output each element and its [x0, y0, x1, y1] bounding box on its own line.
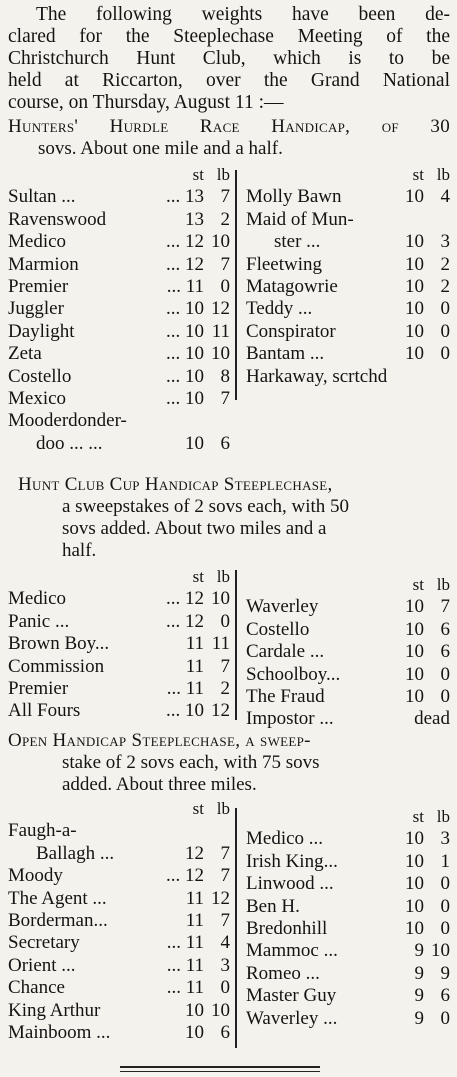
column-header	[8, 566, 230, 588]
entry-row	[246, 873, 450, 895]
horse-name: Chance	[8, 977, 65, 999]
lb-header: lb	[436, 165, 450, 184]
horse-name: Waverley ...	[246, 1007, 338, 1029]
weight-st: ... 12	[166, 588, 204, 610]
intro-line: Christchurch Hunt Club, which is to be	[8, 48, 450, 69]
weight-st: ... 12	[166, 231, 204, 253]
weight-st: ... 11	[166, 932, 204, 954]
weight-st: ... 12	[166, 865, 204, 887]
weight-lb: 12	[211, 298, 230, 320]
lb-header: lb	[436, 575, 450, 594]
lb-header: lb	[216, 165, 230, 184]
race-2-title	[8, 474, 450, 562]
weight-st: 11	[185, 633, 204, 655]
weight-lb: 10	[431, 940, 450, 962]
horse-name: Linwood ...	[246, 873, 334, 895]
weight-st: 12	[185, 842, 204, 864]
weight-lb: 2	[440, 253, 450, 275]
horse-name: Premier	[8, 677, 69, 699]
weight-st: 10	[405, 231, 424, 253]
weight-st: ... 12	[166, 253, 204, 275]
weight-lb: 0	[440, 685, 450, 707]
weight-st: 9	[414, 940, 424, 962]
column-divider	[235, 808, 237, 1048]
weight-st: 10	[405, 298, 424, 320]
column-divider	[235, 170, 237, 400]
horse-name: Costello	[8, 365, 72, 387]
horse-name: Mooderdonder-	[8, 410, 127, 432]
weight-lb: 8	[220, 365, 230, 387]
weight-lb: 11	[211, 633, 230, 655]
race-2-right-column	[246, 574, 450, 731]
weight-st: ... 11	[166, 677, 204, 699]
weight-st: ... 13	[166, 186, 204, 208]
entry-row	[246, 686, 450, 708]
st-header: st	[192, 165, 204, 184]
horse-name: Teddy ...	[246, 298, 313, 320]
weight-st: 9	[414, 962, 424, 984]
entry-row	[8, 910, 230, 932]
weight-lb: 7	[220, 387, 230, 409]
entry-row	[246, 231, 450, 253]
entry-row	[246, 896, 450, 918]
weight-st: ... 11	[166, 977, 204, 999]
weight-lb: 0	[440, 1007, 450, 1029]
entry-row	[8, 366, 230, 388]
horse-name: Moody	[8, 865, 63, 887]
weight-lb: dead	[414, 708, 450, 730]
horse-name: Molly Bawn	[246, 186, 342, 208]
horse-name: The Agent ...	[8, 887, 107, 909]
intro-paragraph	[8, 4, 450, 114]
weight-lb: 7	[220, 909, 230, 931]
entry-row	[8, 209, 230, 231]
horse-name: Daylight	[8, 320, 75, 342]
entry-row	[8, 433, 230, 455]
horse-name: Medico	[8, 588, 67, 610]
weight-st: ... 11	[166, 275, 204, 297]
horse-name: Borderman...	[8, 909, 108, 931]
entry-row	[8, 820, 230, 842]
lb-header: lb	[436, 807, 450, 826]
entry-row	[246, 276, 450, 298]
weight-lb: 9	[440, 962, 450, 984]
race-1-title	[8, 116, 450, 160]
weight-st: ... 11	[166, 954, 204, 976]
horse-name: Ballagh ...	[36, 842, 115, 864]
weight-lb: 4	[440, 186, 450, 208]
horse-name: Costello	[246, 618, 310, 640]
weight-lb: 0	[440, 873, 450, 895]
weight-lb: 7	[220, 842, 230, 864]
weight-st: 10	[405, 641, 424, 663]
entry-row	[8, 321, 230, 343]
horse-name: Zeta	[8, 343, 42, 365]
race-title-line: sovs. About one mile and a half.	[38, 138, 283, 159]
horse-name: Bredonhill	[246, 917, 328, 939]
weight-st: 10	[185, 999, 204, 1021]
entry-row	[8, 254, 230, 276]
horse-name: Medico ...	[246, 828, 324, 850]
weight-lb: 2	[220, 208, 230, 230]
race-title-line: sovs added. About two miles and a	[62, 518, 327, 539]
intro-line: held at Riccarton, over the Grand National	[8, 70, 450, 91]
entry-row	[8, 1022, 230, 1044]
weight-lb: 2	[440, 275, 450, 297]
weight-lb: 12	[211, 887, 230, 909]
lb-header: lb	[216, 567, 230, 586]
weight-st: ... 10	[166, 700, 204, 722]
race-3-right-column	[246, 806, 450, 1030]
entry-row	[8, 611, 230, 633]
horse-name-cont: doo ... ...	[36, 432, 103, 454]
weight-lb: 11	[211, 320, 230, 342]
horse-name: Mainboom ...	[8, 1021, 111, 1043]
horse-name: Ravenswood	[8, 208, 107, 230]
weight-lb: 7	[220, 186, 230, 208]
closing-rule	[120, 1066, 320, 1068]
weight-lb: 0	[440, 298, 450, 320]
horse-name: Orient ...	[8, 954, 76, 976]
race-2-left-column	[8, 566, 230, 723]
weight-lb: 6	[440, 641, 450, 663]
horse-name: Schoolboy...	[246, 663, 341, 685]
st-header: st	[192, 799, 204, 818]
horse-name: Secretary	[8, 932, 80, 954]
horse-name: Master Guy	[246, 985, 337, 1007]
st-header: st	[192, 567, 204, 586]
horse-name: Waverley	[246, 596, 319, 618]
weight-st: ... 12	[166, 610, 204, 632]
entry-row	[246, 918, 450, 940]
entry-row	[8, 231, 230, 253]
entry-row	[8, 932, 230, 954]
entry-row	[8, 186, 230, 208]
race-3-title	[8, 730, 450, 796]
entry-row	[8, 633, 230, 655]
column-header	[8, 164, 230, 186]
horse-name: Bantam ...	[246, 343, 325, 365]
weight-st: 10	[405, 850, 424, 872]
weight-lb: 0	[220, 610, 230, 632]
weight-st: 9	[414, 985, 424, 1007]
entry-row-wrap	[8, 410, 230, 432]
weight-st: 10	[405, 275, 424, 297]
race-title-line: Hunters' Hurdle Race Handicap, of 30	[8, 116, 450, 137]
horse-name: Conspirator	[246, 320, 336, 342]
column-header	[246, 806, 450, 828]
entry-row	[246, 343, 450, 365]
weight-st: 11	[185, 655, 204, 677]
race-title-line: stake of 2 sovs each, with 75 sovs	[62, 752, 320, 773]
horse-name: ster ...	[274, 231, 321, 253]
weight-st: 10	[185, 1021, 204, 1043]
intro-line: The following weights have been de-	[36, 4, 450, 25]
weight-lb: 3	[440, 231, 450, 253]
weight-lb: 10	[211, 343, 230, 365]
race-3-left-column	[8, 798, 230, 1044]
entry-row	[246, 209, 450, 231]
weight-lb: 7	[220, 655, 230, 677]
race-title-line: Hunt Club Cup Handicap Steeplechase,	[18, 474, 333, 495]
column-header	[8, 798, 230, 820]
entry-row	[246, 186, 450, 208]
horse-name: Brown Boy...	[8, 633, 110, 655]
weight-lb: 2	[220, 677, 230, 699]
horse-name: Medico	[8, 231, 67, 253]
entry-row	[246, 963, 450, 985]
weight-lb: 10	[211, 231, 230, 253]
lb-header: lb	[216, 799, 230, 818]
intro-line: course, on Thursday, August 11 :—	[8, 92, 284, 113]
st-header: st	[412, 165, 424, 184]
entry-row	[8, 977, 230, 999]
weight-lb: 3	[440, 828, 450, 850]
horse-name: Maid of Mun-	[246, 208, 354, 230]
weight-st: 10	[405, 663, 424, 685]
weight-st: 10	[405, 618, 424, 640]
weight-st: ... 10	[166, 298, 204, 320]
weight-lb: 0	[220, 977, 230, 999]
weight-st: 10	[185, 432, 204, 454]
weight-st: ... 10	[166, 365, 204, 387]
entry-row	[8, 955, 230, 977]
weight-st: 10	[405, 186, 424, 208]
horse-name: Marmion	[8, 253, 79, 275]
closing-rule-thin	[120, 1071, 320, 1072]
horse-name: Fleetwing	[246, 253, 322, 275]
entry-row	[8, 388, 230, 410]
weight-lb: 0	[440, 895, 450, 917]
horse-name: Commission	[8, 655, 105, 677]
entry-row	[246, 321, 450, 343]
weight-lb: 0	[440, 663, 450, 685]
weight-lb: 1	[440, 850, 450, 872]
entry-row	[246, 298, 450, 320]
race-1-left-column	[8, 164, 230, 455]
weight-lb: 6	[440, 618, 450, 640]
race-title-line: a sweepstakes of 2 sovs each, with 50	[62, 496, 350, 517]
weight-lb: 0	[440, 917, 450, 939]
entry-row	[246, 708, 450, 730]
weight-st: 10	[405, 253, 424, 275]
entry-row	[246, 828, 450, 850]
entry-row	[246, 940, 450, 962]
horse-name: King Arthur	[8, 999, 101, 1021]
weight-st: ... 10	[166, 343, 204, 365]
horse-name: Faugh-a-	[8, 820, 77, 842]
weight-st: 10	[405, 873, 424, 895]
weight-lb: 4	[220, 932, 230, 954]
weight-lb: 3	[220, 954, 230, 976]
horse-name: All Fours	[8, 700, 81, 722]
column-header	[246, 164, 450, 186]
weight-st: 10	[405, 828, 424, 850]
weight-lb: 0	[440, 343, 450, 365]
weight-lb: 0	[220, 275, 230, 297]
entry-row	[8, 656, 230, 678]
entry-row	[8, 888, 230, 910]
race-title-line: Open Handicap Steeplechase, a sweep-	[8, 730, 311, 751]
entry-row	[8, 678, 230, 700]
horse-name: Sultan ...	[8, 186, 76, 208]
entry-row	[246, 664, 450, 686]
weight-lb: 6	[440, 985, 450, 1007]
horse-name: Matagowrie	[246, 275, 338, 297]
entry-row	[246, 619, 450, 641]
entry-row	[8, 276, 230, 298]
weight-lb: 7	[220, 865, 230, 887]
weight-lb: 0	[440, 320, 450, 342]
horse-name: Impostor ...	[246, 708, 334, 730]
entry-row	[8, 700, 230, 722]
horse-name: Panic ...	[8, 610, 70, 632]
entry-row	[8, 1000, 230, 1022]
weight-st: 10	[405, 917, 424, 939]
horse-name: Irish King...	[246, 850, 338, 872]
entry-row	[246, 366, 450, 388]
weight-st: 10	[405, 685, 424, 707]
weight-st: 10	[405, 895, 424, 917]
weight-lb: 6	[220, 1021, 230, 1043]
weight-st	[398, 209, 424, 231]
weight-lb: 7	[220, 253, 230, 275]
horse-name: The Fraud	[246, 685, 325, 707]
entry-row	[246, 254, 450, 276]
weight-st: 11	[185, 909, 204, 931]
weight-lb: 7	[440, 596, 450, 618]
entry-row	[246, 641, 450, 663]
weight-st: 10	[405, 320, 424, 342]
column-header	[246, 574, 450, 596]
horse-name: Juggler	[8, 298, 64, 320]
entry-row	[246, 851, 450, 873]
race-title-line: half.	[62, 540, 97, 561]
entry-row	[246, 596, 450, 618]
weight-st: 9	[414, 1007, 424, 1029]
horse-name: Romeo ...	[246, 962, 320, 984]
entry-row	[8, 343, 230, 365]
weight-st: 11	[185, 887, 204, 909]
weight-st: ... 10	[166, 320, 204, 342]
weight-st: 10	[405, 596, 424, 618]
weight-lb: 10	[211, 588, 230, 610]
weight-lb	[424, 209, 450, 231]
entry-row	[8, 588, 230, 610]
horse-name: Ben H.	[246, 895, 300, 917]
entry-row	[246, 985, 450, 1007]
entry-row	[8, 843, 230, 865]
horse-name: Premier	[8, 275, 69, 297]
weight-lb: 10	[211, 999, 230, 1021]
intro-line: clared for the Steeplechase Meeting of the	[8, 26, 450, 47]
entry-row	[8, 298, 230, 320]
weight-lb: 6	[220, 432, 230, 454]
st-header: st	[412, 575, 424, 594]
horse-name: Mexico	[8, 387, 67, 409]
horse-name: Cardale ...	[246, 641, 325, 663]
entry-row	[246, 1008, 450, 1030]
weight-st: ... 10	[166, 387, 204, 409]
weight-lb: 12	[211, 700, 230, 722]
race-title-line: added. About three miles.	[62, 774, 257, 795]
entry-row	[8, 865, 230, 887]
race-1-right-column	[246, 164, 450, 388]
weight-st: 10	[405, 343, 424, 365]
column-divider	[235, 570, 237, 720]
horse-name: Mammoc ...	[246, 940, 338, 962]
weight-st: 13	[185, 208, 204, 230]
st-header: st	[412, 807, 424, 826]
horse-name: Harkaway, scrtchd	[246, 365, 388, 387]
